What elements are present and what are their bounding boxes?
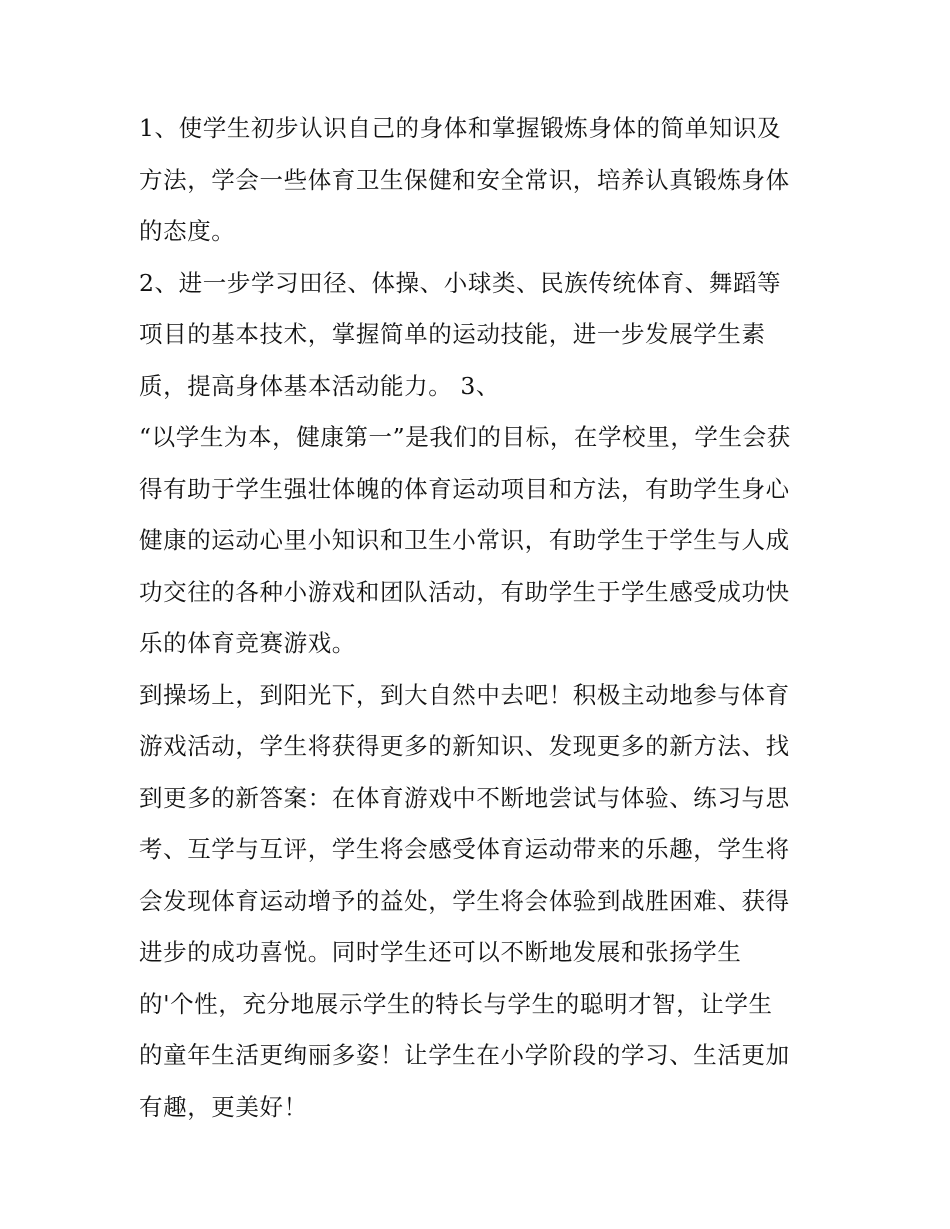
text-line: 考、互学与互评，学生将会感受体育运动带来的乐趣，学生将 <box>139 835 790 863</box>
text-line: “以学生为本，健康第一”是我们的目标，在学校里，学生会获 <box>139 423 791 451</box>
text-line: 项目的基本技术，掌握简单的运动技能，进一步发展学生素 <box>139 320 766 348</box>
text-line: 乐的体育竞赛游戏。 <box>139 629 356 657</box>
text-line: 2、进一步学习田径、体操、小球类、民族传统体育、舞蹈等 <box>139 268 782 297</box>
document-body <box>139 103 829 1133</box>
text-line: 质，提高身体基本活动能力。 3、 <box>139 371 501 400</box>
text-line: 的态度。 <box>139 217 236 245</box>
text-line: 到操场上，到阳光下，到大自然中去吧！积极主动地参与体育 <box>139 680 790 709</box>
text-line: 游戏活动，学生将获得更多的新知识、发现更多的新方法、找 <box>139 732 790 760</box>
text-line: 有趣，更美好！ <box>139 1092 308 1121</box>
text-line: 健康的运动心里小知识和卫生小常识，有助学生于学生与人成 <box>139 526 790 554</box>
text-line: 会发现体育运动增予的益处，学生将会体验到战胜困难、获得 <box>139 886 790 915</box>
text-line: 方法，学会一些体育卫生保健和安全常识，培养认真锻炼身体 <box>139 165 790 194</box>
text-line: 的童年生活更绚丽多姿！让学生在小学阶段的学习、生活更加 <box>139 1041 790 1069</box>
text-line: 1、使学生初步认识自己的身体和掌握锻炼身体的简单知识及 <box>139 114 782 142</box>
text-line: 得有助于学生强壮体魄的体育运动项目和方法，有助学生身心 <box>139 474 790 503</box>
text-line: 到更多的新答案：在体育游戏中不断地尝试与体验、练习与思 <box>139 783 790 812</box>
text-line: 进步的成功喜悦。同时学生还可以不断地发展和张扬学生 <box>139 938 742 966</box>
text-line: 的'个性，充分地展示学生的特长与学生的聪明才智，让学生 <box>139 989 773 1018</box>
text-line: 功交往的各种小游戏和团队活动，有助学生于学生感受成功快 <box>139 577 790 606</box>
